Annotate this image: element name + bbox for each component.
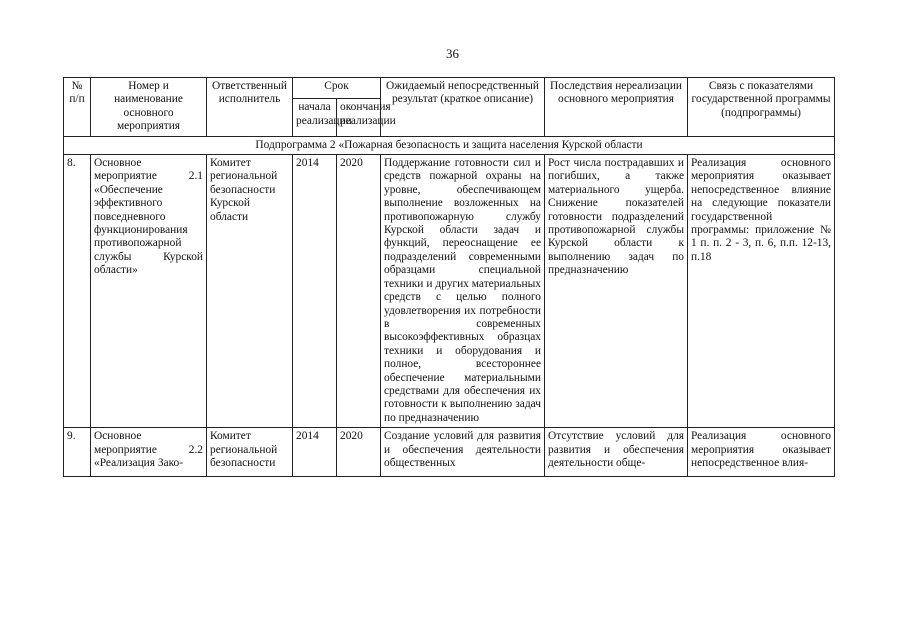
header-link: Связь с показателями государственной программы (подпрограммы) — [688, 78, 835, 137]
page-number: 36 — [446, 46, 459, 61]
row-num: 9. — [64, 428, 91, 477]
row-end: 2020 — [337, 155, 381, 428]
table-row — [64, 428, 835, 477]
header-name: Номер и наименование основного мероприятия — [91, 78, 207, 137]
row-link: Реализация основного мероприятия оказывает непосредственное влия- — [691, 430, 831, 469]
table-row — [64, 155, 835, 428]
row-link: Реализация основного мероприятия оказывает непосредственное влияние на следующие показатели государственной программы: приложение № 1 п. п. 2 - 3, п. 6, п.п. 12-13, п.18 — [688, 155, 835, 428]
row-responsible: Комитет региональной безопасности Курской области — [207, 155, 293, 428]
row-result: Поддержание готовности сил и средств пожарной охраны на уровне, обеспечивающем выполнение возложенных на противопожарную службу Курской области задач и функций, переоснащение ее подразделений современными образцами специальной техники и других материальных средств с целью полного удовлетворения их потребности в современных высокоэффективных образцах техники и оборудования и полное, всестороннее обеспечение материальными средствами для обеспечения их готовности к выполнению задач по предназначению — [381, 155, 545, 428]
header-term: Срок — [293, 78, 381, 99]
header-num: № п/п — [64, 78, 91, 137]
row-consequences: Отсутствие условий для развития и обеспечения деятельности обще- — [548, 430, 684, 469]
measures-table — [63, 77, 835, 477]
row-responsible: Комитет региональной безопасности — [210, 430, 278, 469]
row-start: 2014 — [293, 155, 337, 428]
row-result: Создание условий для развития и обеспечения деятельности общественных — [384, 430, 541, 469]
header-consequences: Последствия нереализации основного мероприятия — [545, 78, 688, 137]
subprogram-title: Подпрограмма 2 «Пожарная безопасность и защита населения Курской области — [64, 136, 835, 154]
header-term-end: окончания реализации — [337, 99, 381, 136]
row-num: 8. — [64, 155, 91, 428]
header-responsible: Ответственный исполнитель — [207, 78, 293, 137]
row-end: 2020 — [337, 428, 381, 477]
row-consequences: Рост числа пострадавших и погибших, а также материального ущерба. Снижение показателей готовности подразделений противопожарной службы Курской области к выполнению задач по предназначению — [545, 155, 688, 428]
row-name: Основное мероприятие 2.1 «Обеспечение эффективного повседневного функционирования противопожарной службы Курской области» — [91, 155, 207, 428]
header-result: Ожидаемый непосредственный результат (краткое описание) — [381, 78, 545, 137]
header-row — [64, 78, 835, 99]
header-term-start: начала реализации — [293, 99, 337, 136]
row-name: Основное мероприятие 2.2 «Реализация Зако- — [94, 430, 203, 469]
subprogram-row — [64, 136, 835, 154]
row-start: 2014 — [293, 428, 337, 477]
